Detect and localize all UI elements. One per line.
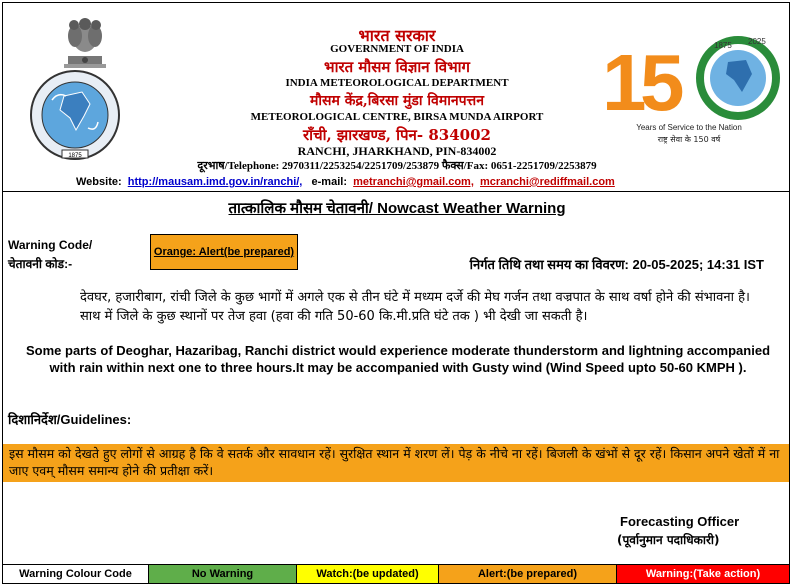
- header-telephone: दूरभाष/Telephone: 2970311/2253254/2251709/253879 फैक्स/Fax: 0651-2251709/2253879: [197, 160, 597, 172]
- header-divider: [3, 191, 789, 192]
- page-title: तात्कालिक मौसम चेतावनी/ Nowcast Weather Warning: [228, 200, 566, 217]
- forecasting-officer-title: Forecasting Officer: [620, 514, 740, 529]
- guidelines-text: इस मौसम को देखते हुए लोगों से आग्रह है कि वे सतर्क और सावधान रहें। सुरक्षित स्थान में शरण लें। पेड़ के नीचे ना रहें। बिजली के खंभों से दूर रहें। किसान अपने खेतों में ना जाए एवम् मौसम समान्य होने की प्रतीक्षा करें।: [3, 444, 789, 482]
- anniv-year-start: 1875: [714, 41, 732, 50]
- email-label: e-mail:: [311, 176, 347, 188]
- email-link-2[interactable]: mcranchi@rediffmail.com: [480, 176, 615, 188]
- anniv-year-end: 2025: [748, 37, 766, 46]
- forecasting-officer-title-hindi: (पूर्वानुमान पदाधिकारी): [617, 533, 720, 547]
- header-contact-line: [76, 176, 615, 188]
- header-centre-hindi: मौसम केंद्र,बिरसा मुंडा विमानपत्तन: [309, 93, 484, 109]
- message-hindi: देवघर, हजारीबाग, रांची जिले के कुछ भागों में अगले एक से तीन घंटे में मध्यम दर्जे की मेघ गर्जन तथा वज्रपात के साथ वर्षा होने की संभावना है। साथ में जिले के कुछ स्थानों पर तेज हवा (हवा की गति 50-60 कि.मी.प्रति घंटे तक ) भी देखी जा सकती है।: [80, 290, 750, 324]
- anniv-tagline-hindi: राष्ट्र सेवा के 150 वर्ष: [657, 135, 721, 144]
- header-city-hindi: राँची, झारखण्ड, पिन- 834002: [303, 126, 491, 144]
- header-govt-hindi: भारत सरकार: [358, 26, 436, 45]
- legend-item-alert: Alert:(be prepared): [439, 565, 617, 583]
- svg-text:5: 5: [640, 38, 685, 127]
- message-english: Some parts of Deoghar, Hazaribag, Ranchi district would experience moderate thunderstorm and lightning accompanied with rain within next one to three hours.It may be accompanied with Gusty wind (Wind Speed upto 50-60 KMPH ).: [25, 343, 771, 375]
- header-city-english: RANCHI, JHARKHAND, PIN-834002: [297, 144, 497, 158]
- warning-code-label-en: Warning Code/: [8, 238, 93, 252]
- issued-datetime: निर्गत तिथि तथा समय का विवरण: 20-05-2025; 14:31 IST: [469, 257, 764, 272]
- guidelines-label: दिशानिर्देश/Guidelines:: [8, 412, 132, 427]
- legend-item-colour-code: Warning Colour Code: [3, 565, 149, 583]
- legend-item-no-warning: No Warning: [149, 565, 297, 583]
- website-label: Website:: [76, 176, 122, 188]
- header-dept-english: INDIA METEOROLOGICAL DEPARTMENT: [285, 77, 509, 89]
- warning-level-badge: Orange: Alert(be prepared): [150, 234, 298, 270]
- email-link-1[interactable]: metranchi@gmail.com,: [353, 176, 474, 188]
- warning-code-label: [8, 236, 92, 274]
- warning-colour-legend: [3, 564, 789, 583]
- imd-logo-year: 1875: [68, 153, 82, 159]
- warning-code-label-hi: चेतावनी कोड:-: [8, 257, 73, 271]
- header-govt-english: GOVERNMENT OF INDIA: [330, 43, 464, 55]
- svg-text:1: 1: [602, 38, 647, 127]
- website-link[interactable]: http://mausam.imd.gov.in/ranchi/,: [127, 176, 303, 188]
- legend-item-watch: Watch:(be updated): [297, 565, 439, 583]
- legend-item-warning: Warning:(Take action): [617, 565, 789, 583]
- header-centre-english: METEOROLOGICAL CENTRE, BIRSA MUNDA AIRPORT: [250, 111, 544, 123]
- anniv-tagline: Years of Service to the Nation: [636, 123, 742, 132]
- header-dept-hindi: भारत मौसम विज्ञान विभाग: [324, 58, 470, 76]
